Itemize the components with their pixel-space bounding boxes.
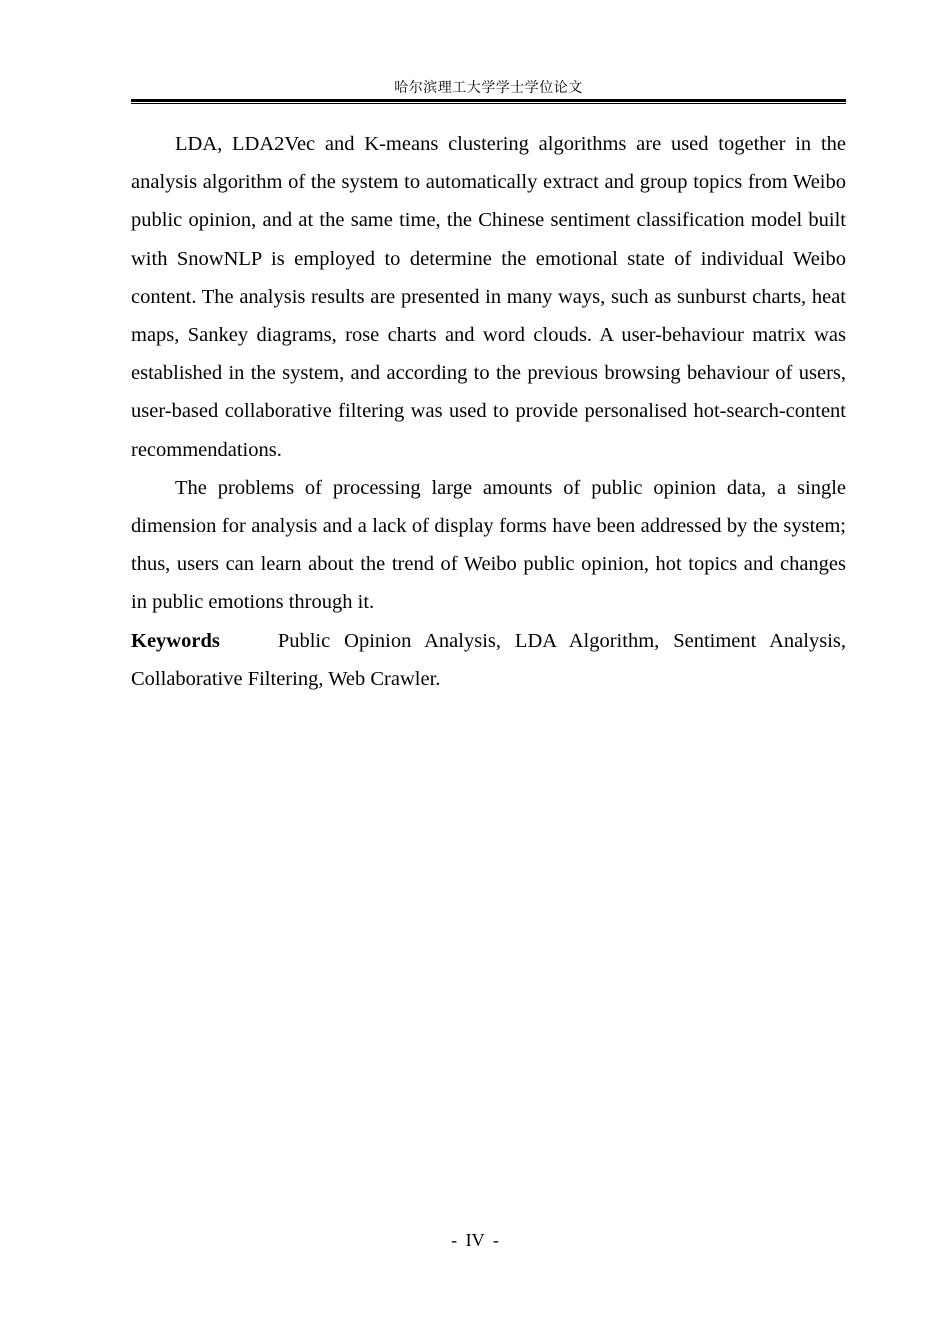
header-rule-thick bbox=[131, 99, 846, 102]
running-header: 哈尔滨理工大学学士学位论文 bbox=[394, 80, 583, 96]
abstract-body bbox=[131, 125, 846, 698]
abstract-paragraph-1: LDA, LDA2Vec and K-means clustering algorithms are used together in the analysis algorithm of the system to automatically extract and group topics from Weibo public opinion, and at the same time, the Chinese sentiment classification model built with SnowNLP is employed to determine the emotional state of individual Weibo content. The analysis results are presented in many ways, such as sunburst charts, heat maps, Sankey diagrams, rose charts and word clouds. A user-behaviour matrix was established in the system, and according to the previous browsing behaviour of users, user-based collaborative filtering was used to provide personalised hot-search-content recommendations. bbox=[131, 133, 846, 461]
keywords-label: Keywords bbox=[131, 629, 220, 652]
keywords-text: Public Opinion Analysis, LDA Algorithm, Sentiment Analysis, Collaborative Filtering, Web Crawler. bbox=[131, 629, 846, 690]
keywords-line bbox=[131, 622, 846, 698]
header-rule-thin bbox=[131, 103, 846, 104]
page-number: - IV - bbox=[451, 1230, 499, 1250]
abstract-paragraph-2: The problems of processing large amounts of public opinion data, a single dimension for analysis and a lack of display forms have been addressed by the system; thus, users can learn about the trend of Weibo public opinion, hot topics and changes in public emotions through it. bbox=[131, 476, 846, 614]
